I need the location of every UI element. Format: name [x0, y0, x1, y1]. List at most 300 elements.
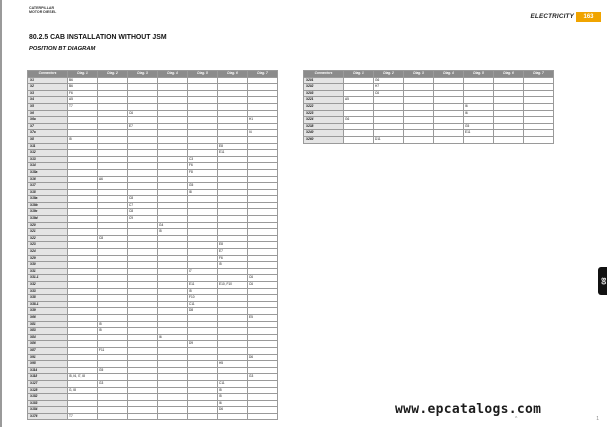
position-cell	[158, 103, 188, 110]
position-cell	[404, 136, 434, 143]
column-header: Diag. 2	[98, 71, 128, 78]
position-cell	[128, 301, 158, 308]
position-cell	[158, 242, 188, 249]
connector-cell: X19c	[28, 209, 68, 216]
position-cell	[98, 97, 128, 104]
position-cell	[248, 235, 278, 242]
table-row	[28, 222, 278, 229]
position-cell	[248, 90, 278, 97]
column-header: Diag. 4	[158, 71, 188, 78]
connector-table-right	[303, 70, 554, 144]
position-cell: I8	[188, 189, 218, 196]
position-cell	[158, 202, 188, 209]
position-cell: C8	[128, 196, 158, 203]
position-cell	[68, 209, 98, 216]
position-cell	[248, 163, 278, 170]
connector-cell: X3	[28, 90, 68, 97]
position-cell	[98, 123, 128, 130]
position-cell	[218, 169, 248, 176]
watermark: www.epcatalogs.com	[395, 402, 542, 417]
position-cell	[344, 77, 374, 84]
position-cell	[158, 123, 188, 130]
position-cell	[128, 328, 158, 335]
position-cell	[524, 77, 554, 84]
position-cell	[218, 196, 248, 203]
position-cell	[248, 103, 278, 110]
position-cell	[158, 394, 188, 401]
position-cell	[188, 97, 218, 104]
position-cell	[68, 255, 98, 262]
position-cell	[68, 334, 98, 341]
position-cell	[128, 367, 158, 374]
position-cell	[374, 103, 404, 110]
position-cell: I5	[158, 229, 188, 236]
position-cell	[188, 321, 218, 328]
column-header: Diag. 3	[404, 71, 434, 78]
position-cell	[128, 77, 158, 84]
table-row	[28, 143, 278, 150]
position-cell	[158, 387, 188, 394]
position-cell	[188, 347, 218, 354]
connector-cell: X154	[28, 407, 68, 414]
position-cell	[98, 110, 128, 117]
position-cell	[68, 275, 98, 282]
position-cell	[524, 117, 554, 124]
position-cell	[128, 143, 158, 150]
position-cell	[404, 103, 434, 110]
position-cell	[188, 400, 218, 407]
table-row	[28, 249, 278, 256]
position-cell	[188, 123, 218, 130]
position-cell	[128, 354, 158, 361]
position-cell	[68, 143, 98, 150]
position-cell	[344, 103, 374, 110]
connector-cell: X176	[28, 413, 68, 420]
position-cell	[68, 229, 98, 236]
position-cell	[404, 77, 434, 84]
position-cell	[68, 262, 98, 269]
position-cell	[248, 189, 278, 196]
position-cell: H7	[374, 84, 404, 91]
position-cell: C11	[188, 301, 218, 308]
position-cell: D8	[188, 308, 218, 315]
position-cell	[248, 341, 278, 348]
table-row	[304, 77, 554, 84]
position-cell	[98, 262, 128, 269]
position-cell	[434, 97, 464, 104]
position-cell: C8	[128, 209, 158, 216]
position-cell: I6	[218, 400, 248, 407]
position-cell: A6	[98, 176, 128, 183]
position-cell	[128, 288, 158, 295]
table-row	[28, 328, 278, 335]
position-cell	[344, 84, 374, 91]
position-cell	[68, 169, 98, 176]
position-cell	[68, 189, 98, 196]
position-cell	[248, 380, 278, 387]
position-cell: C8	[98, 235, 128, 242]
footer-arrow: ^	[515, 416, 518, 422]
table-row	[28, 314, 278, 321]
position-cell: G, I8	[68, 387, 98, 394]
position-cell	[404, 130, 434, 137]
position-cell	[98, 229, 128, 236]
position-cell	[188, 374, 218, 381]
position-cell	[128, 229, 158, 236]
position-cell	[248, 394, 278, 401]
position-cell	[98, 314, 128, 321]
position-cell	[158, 413, 188, 420]
position-cell	[494, 123, 524, 130]
position-cell	[68, 196, 98, 203]
position-cell: C3	[188, 156, 218, 163]
position-cell	[128, 176, 158, 183]
connector-table-left	[27, 70, 278, 420]
footer-mark: 1	[596, 416, 599, 422]
position-cell	[188, 196, 218, 203]
position-cell	[158, 156, 188, 163]
position-cell	[68, 328, 98, 335]
position-cell	[128, 413, 158, 420]
connector-cell: X5	[28, 103, 68, 110]
position-cell	[404, 110, 434, 117]
table-row	[28, 400, 278, 407]
position-cell	[158, 143, 188, 150]
position-cell: I5	[98, 328, 128, 335]
table-row	[28, 150, 278, 157]
column-header: Connectors	[28, 71, 68, 78]
column-header: Diag. 7	[248, 71, 278, 78]
table-row	[28, 77, 278, 84]
position-cell	[128, 334, 158, 341]
connector-cell: X86	[28, 341, 68, 348]
table-row	[28, 130, 278, 137]
position-cell	[248, 77, 278, 84]
position-cell	[128, 169, 158, 176]
position-cell: E8	[218, 242, 248, 249]
position-cell: I5	[218, 394, 248, 401]
position-cell	[218, 117, 248, 124]
position-cell	[98, 413, 128, 420]
position-cell	[98, 189, 128, 196]
position-cell	[98, 400, 128, 407]
position-cell: E7	[128, 123, 158, 130]
position-cell	[248, 268, 278, 275]
position-cell	[248, 347, 278, 354]
position-cell	[128, 308, 158, 315]
connector-cell: X17	[28, 183, 68, 190]
position-cell	[218, 321, 248, 328]
table-row	[28, 262, 278, 269]
column-header: Diag. 7	[524, 71, 554, 78]
position-cell	[128, 394, 158, 401]
connector-cell: X221	[304, 97, 344, 104]
column-header: Diag. 5	[464, 71, 494, 78]
position-cell	[218, 209, 248, 216]
connector-cell: X12	[28, 150, 68, 157]
position-cell	[188, 77, 218, 84]
position-cell	[464, 84, 494, 91]
position-cell	[188, 150, 218, 157]
position-cell: I4	[248, 130, 278, 137]
position-cell	[248, 387, 278, 394]
position-cell: F6	[218, 255, 248, 262]
position-cell	[188, 176, 218, 183]
connector-cell: X81	[28, 321, 68, 328]
position-cell	[158, 275, 188, 282]
table-row	[304, 97, 554, 104]
position-cell	[218, 229, 248, 236]
page-title: 80.2.5 CAB INSTALLATION WITHOUT JSM	[29, 34, 167, 41]
connector-cell: X19d	[28, 216, 68, 223]
position-cell	[434, 90, 464, 97]
position-cell	[158, 130, 188, 137]
chapter-tab-label: 80	[599, 277, 606, 285]
position-cell	[98, 361, 128, 368]
position-cell	[248, 150, 278, 157]
table-row	[304, 84, 554, 91]
position-cell	[248, 321, 278, 328]
connector-cell: X11	[28, 143, 68, 150]
table-row	[28, 110, 278, 117]
position-cell	[494, 117, 524, 124]
page-subtitle: POSITION BT DIAGRAM	[29, 46, 96, 52]
position-cell	[344, 130, 374, 137]
position-cell	[128, 222, 158, 229]
position-cell	[68, 282, 98, 289]
position-cell	[188, 394, 218, 401]
position-cell	[494, 130, 524, 137]
table-row	[28, 288, 278, 295]
connector-cell: X22	[28, 235, 68, 242]
position-cell	[248, 196, 278, 203]
position-cell	[218, 176, 248, 183]
brand-line-1: CATERPILLAR	[29, 6, 55, 10]
position-cell	[218, 341, 248, 348]
position-cell: G3	[98, 380, 128, 387]
position-cell	[68, 301, 98, 308]
connector-cell: X31-1	[28, 275, 68, 282]
connector-cell: X18	[28, 189, 68, 196]
position-cell	[248, 249, 278, 256]
position-cell	[158, 110, 188, 117]
connector-cell: X91	[28, 354, 68, 361]
connector-cell: X4	[28, 97, 68, 104]
position-cell	[218, 136, 248, 143]
position-cell	[188, 222, 218, 229]
connector-cell: X8	[28, 136, 68, 143]
position-cell	[68, 235, 98, 242]
position-cell	[128, 295, 158, 302]
position-cell	[68, 361, 98, 368]
table-row	[28, 176, 278, 183]
position-cell	[128, 163, 158, 170]
position-cell	[98, 275, 128, 282]
position-cell	[434, 130, 464, 137]
position-cell	[158, 367, 188, 374]
position-cell	[128, 321, 158, 328]
position-cell	[68, 288, 98, 295]
position-cell	[218, 367, 248, 374]
position-cell: B6	[68, 77, 98, 84]
position-cell	[248, 308, 278, 315]
position-cell	[404, 84, 434, 91]
position-cell	[218, 314, 248, 321]
position-cell: H1	[248, 117, 278, 124]
position-cell	[248, 242, 278, 249]
position-cell	[218, 374, 248, 381]
table-row	[28, 361, 278, 368]
table-row	[28, 136, 278, 143]
table-row	[304, 136, 554, 143]
brand-line-2: MOTOR DIESEL	[29, 10, 57, 15]
position-cell	[68, 268, 98, 275]
position-cell	[188, 103, 218, 110]
position-cell	[158, 189, 188, 196]
position-cell	[158, 235, 188, 242]
position-cell	[524, 130, 554, 137]
position-cell	[218, 235, 248, 242]
position-cell	[248, 216, 278, 223]
table-row	[28, 183, 278, 190]
position-cell	[68, 123, 98, 130]
position-cell	[128, 341, 158, 348]
position-cell	[434, 110, 464, 117]
position-cell	[248, 400, 278, 407]
position-cell	[98, 150, 128, 157]
position-cell	[98, 202, 128, 209]
position-cell	[218, 123, 248, 130]
table-header-row	[28, 71, 278, 78]
connector-cell: X30	[28, 262, 68, 269]
table-row	[28, 169, 278, 176]
position-cell	[248, 407, 278, 414]
position-cell	[218, 275, 248, 282]
position-cell	[68, 222, 98, 229]
position-cell	[248, 176, 278, 183]
connector-cell: X13	[28, 156, 68, 163]
position-cell: T7	[68, 413, 98, 420]
position-cell	[218, 90, 248, 97]
position-cell	[188, 367, 218, 374]
position-cell	[158, 282, 188, 289]
position-cell	[188, 249, 218, 256]
position-cell: E5	[248, 314, 278, 321]
position-cell	[158, 176, 188, 183]
table-header-row	[304, 71, 554, 78]
position-cell	[158, 347, 188, 354]
position-cell	[128, 314, 158, 321]
position-cell	[68, 308, 98, 315]
position-cell	[218, 288, 248, 295]
position-cell: I6	[464, 110, 494, 117]
position-cell	[98, 288, 128, 295]
connector-cell: X19a	[28, 196, 68, 203]
position-cell	[218, 84, 248, 91]
position-cell	[374, 117, 404, 124]
position-cell	[98, 84, 128, 91]
table-row	[28, 413, 278, 420]
position-cell	[248, 288, 278, 295]
position-cell	[188, 209, 218, 216]
position-cell	[524, 90, 554, 97]
position-cell	[434, 77, 464, 84]
position-cell	[248, 229, 278, 236]
position-cell	[98, 117, 128, 124]
position-cell	[218, 183, 248, 190]
position-cell	[128, 103, 158, 110]
connector-cell: X240	[304, 130, 344, 137]
position-cell	[128, 189, 158, 196]
position-cell	[248, 361, 278, 368]
connector-cell: X203	[304, 90, 344, 97]
position-cell	[68, 183, 98, 190]
position-cell: C9	[128, 216, 158, 223]
position-cell	[98, 387, 128, 394]
position-cell	[158, 374, 188, 381]
connector-cell: X15a	[28, 169, 68, 176]
section-title: ELECTRICITY	[530, 13, 574, 20]
position-cell	[494, 136, 524, 143]
table-row	[28, 97, 278, 104]
position-cell	[158, 301, 188, 308]
position-cell	[524, 103, 554, 110]
position-cell: I7	[188, 268, 218, 275]
position-cell: H5	[218, 361, 248, 368]
position-cell	[158, 216, 188, 223]
position-cell	[128, 136, 158, 143]
table-row	[28, 242, 278, 249]
position-cell	[248, 295, 278, 302]
position-cell	[218, 163, 248, 170]
column-header: Diag. 5	[188, 71, 218, 78]
table-row	[28, 275, 278, 282]
position-cell	[68, 295, 98, 302]
position-cell	[98, 334, 128, 341]
connector-cell: X152	[28, 394, 68, 401]
connector-cell: X21	[28, 229, 68, 236]
connector-cell: X38-1	[28, 301, 68, 308]
table-row	[28, 235, 278, 242]
position-cell	[158, 97, 188, 104]
position-cell	[494, 77, 524, 84]
position-cell	[128, 90, 158, 97]
position-cell	[434, 123, 464, 130]
position-cell	[188, 354, 218, 361]
connector-cell: X66	[28, 314, 68, 321]
position-cell	[98, 216, 128, 223]
position-cell	[128, 255, 158, 262]
column-header: Connectors	[304, 71, 344, 78]
position-cell	[68, 249, 98, 256]
table-row	[28, 394, 278, 401]
position-cell: I5	[218, 262, 248, 269]
connector-cell: X33	[28, 288, 68, 295]
position-cell	[98, 90, 128, 97]
position-cell: C6	[374, 90, 404, 97]
position-cell: C6	[128, 110, 158, 117]
position-cell	[68, 354, 98, 361]
page-left-edge	[0, 0, 2, 427]
table-row	[28, 387, 278, 394]
column-header: Diag. 2	[374, 71, 404, 78]
position-cell	[248, 413, 278, 420]
position-cell	[98, 282, 128, 289]
position-cell	[374, 123, 404, 130]
table-row	[28, 90, 278, 97]
position-cell: G6	[374, 77, 404, 84]
position-cell	[98, 156, 128, 163]
